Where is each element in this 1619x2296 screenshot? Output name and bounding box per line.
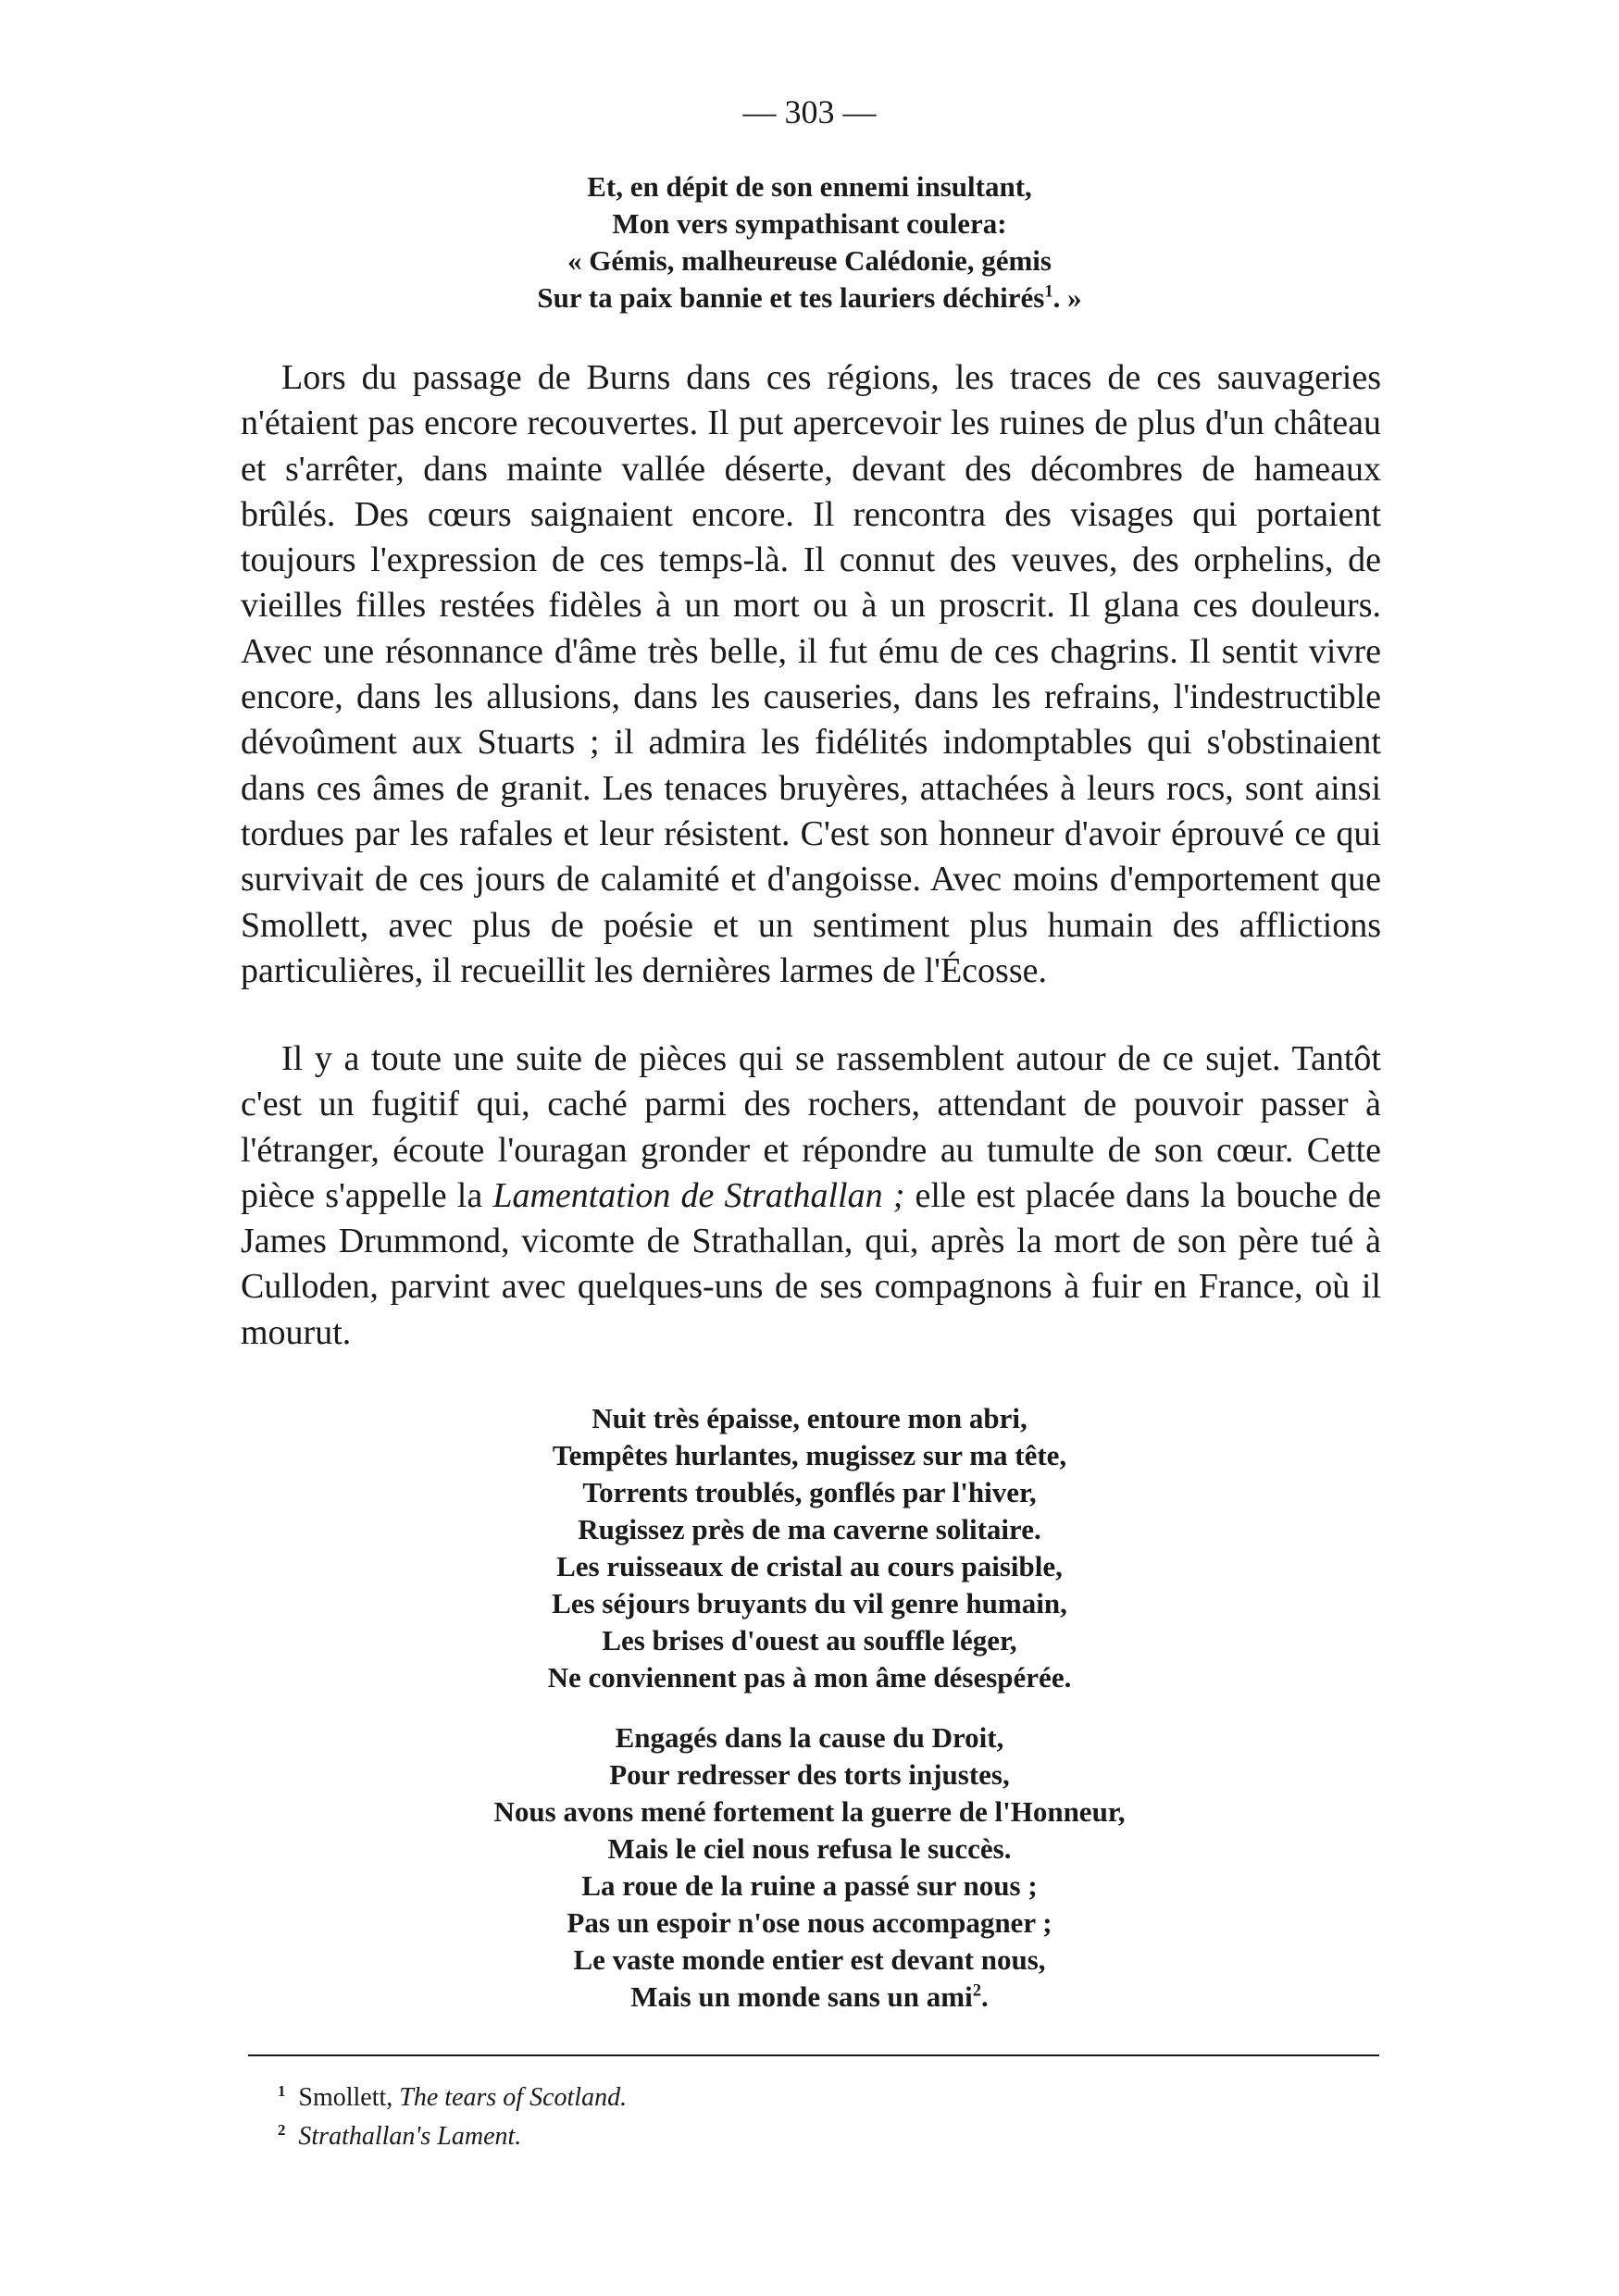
footnote-ref-2: 2: [972, 1980, 982, 2001]
verse-line: Mon vers sympathisant coulera:: [612, 207, 1007, 240]
verse-line: Nous avons mené fortement la guerre de l'Honneur,: [493, 1795, 1126, 1828]
verse-line-text: Mais un monde sans un ami: [630, 1980, 973, 2013]
verse-stanza-2: [0, 1719, 1619, 2016]
verse-line: [0, 279, 1619, 316]
verse-line: Torrents troublés, gonflés par l'hiver,: [582, 1476, 1037, 1508]
verse-line: Rugissez près de ma caverne solitaire.: [578, 1513, 1041, 1545]
verse-stanza-1: [0, 1400, 1619, 1696]
verse-line: Les ruisseaux de cristal au cours paisible,: [556, 1550, 1063, 1582]
verse-line: Le vaste monde entier est devant nous,: [573, 1943, 1046, 1976]
verse-line: Tempêtes hurlantes, mugissez sur ma tête,: [552, 1439, 1067, 1471]
body-text-block-2: [241, 1036, 1381, 1356]
body-text-block-1: [241, 355, 1381, 994]
footnote-divider: [248, 2054, 1379, 2056]
verse-line: Engagés dans la cause du Droit,: [615, 1721, 1004, 1754]
paragraph-text: Il y a toute une suite de pièces qui se rassemblent autour de ce sujet. Tantôt c'est un fugitif qui, caché parmi des rochers, attendant de pouvoir passer à l'étranger, écoute l'ouragan gronder et répondre au tumulte de son cœur. Cette pièce s'appelle la: [241, 1039, 1381, 1215]
footnote-title: The tears of Scotland.: [399, 2083, 628, 2112]
verse-line: Mais le ciel nous refusa le succès.: [607, 1832, 1012, 1865]
verse-line: [0, 1979, 1619, 2016]
verse-line-end: .: [981, 1980, 989, 2013]
verse-line: Et, en dépit de son ennemi insultant,: [587, 170, 1032, 203]
verse-line: « Gémis, malheureuse Calédonie, gémis: [567, 244, 1052, 277]
verse-line: Les brises d'ouest au souffle léger,: [602, 1624, 1017, 1657]
footnote-ref-1: 1: [1044, 281, 1053, 302]
verse-line-text: Sur ta paix bannie et tes lauriers déchirés: [537, 281, 1045, 314]
verse-stanza-smollett: [0, 168, 1619, 316]
paragraph-burns-passage: Lors du passage de Burns dans ces régions, les traces de ces sauvageries n'étaient pas encore recouvertes. Il put apercevoir les ruines de plus d'un château et s'arrêter, dans mainte vallée déserte, devant des décombres de hameaux brûlés. Des cœurs saignaient encore. Il rencontra des visages qui portaient toujours l'expression de ces temps-là. Il connut des veuves, des orphelins, de vieilles filles restées fidèles à un mort ou à un proscrit. Il glana ces douleurs. Avec une résonnance d'âme très belle, il fut ému de ces chagrins. Il sentit vivre encore, dans les allusions, dans les causeries, dans les refrains, l'indestructible dévoûment aux Stuarts ; il admira les fidélités indomptables qui s'obstinaient dans ces âmes de granit. Les tenaces bruyères, attachées à leurs rocs, sont ainsi tordues par les rafales et leur résistent. C'est son honneur d'avoir éprouvé ce qui survivait de ces jours de calamité et d'angoisse. Avec moins d'emportement que Smollett, avec plus de poésie et un sentiment plus humain des afflictions particulières, il recueillit les dernières larmes de l'Écosse.: [241, 358, 1381, 990]
footnotes: [278, 2079, 627, 2156]
footnote-2: [278, 2117, 627, 2156]
verse-line: Ne conviennent pas à mon âme désespérée.: [547, 1661, 1072, 1694]
footnote-mark: 2: [278, 2120, 286, 2139]
verse-line-end: . »: [1052, 281, 1082, 314]
verse-line: Nuit très épaisse, entoure mon abri,: [592, 1402, 1027, 1434]
footnote-author: Smollett,: [298, 2083, 393, 2112]
paragraph-text: elle est placée dans la bouche de James Drummond, vicomte de Strathallan, qui, après la mort de son père tué à Culloden, parvint avec quelques-uns de ses compagnons à fuir en France, où il mourut.: [241, 1175, 1382, 1352]
verse-line: Pas un espoir n'ose nous accompagner ;: [567, 1906, 1052, 1939]
verse-line: La roue de la ruine a passé sur nous ;: [581, 1869, 1038, 1902]
verse-line: Pour redresser des torts injustes,: [609, 1758, 1010, 1791]
page-number: — 303 —: [742, 93, 877, 130]
work-title: Lamentation de Strathallan ;: [492, 1175, 905, 1215]
paragraph-strathallan: [241, 1036, 1381, 1356]
footnote-title: Strathallan's Lament.: [298, 2122, 522, 2151]
verse-line: Les séjours bruyants du vil genre humain,: [552, 1587, 1067, 1620]
footnote-mark: 1: [278, 2081, 286, 2100]
footnote-1: [278, 2079, 627, 2117]
